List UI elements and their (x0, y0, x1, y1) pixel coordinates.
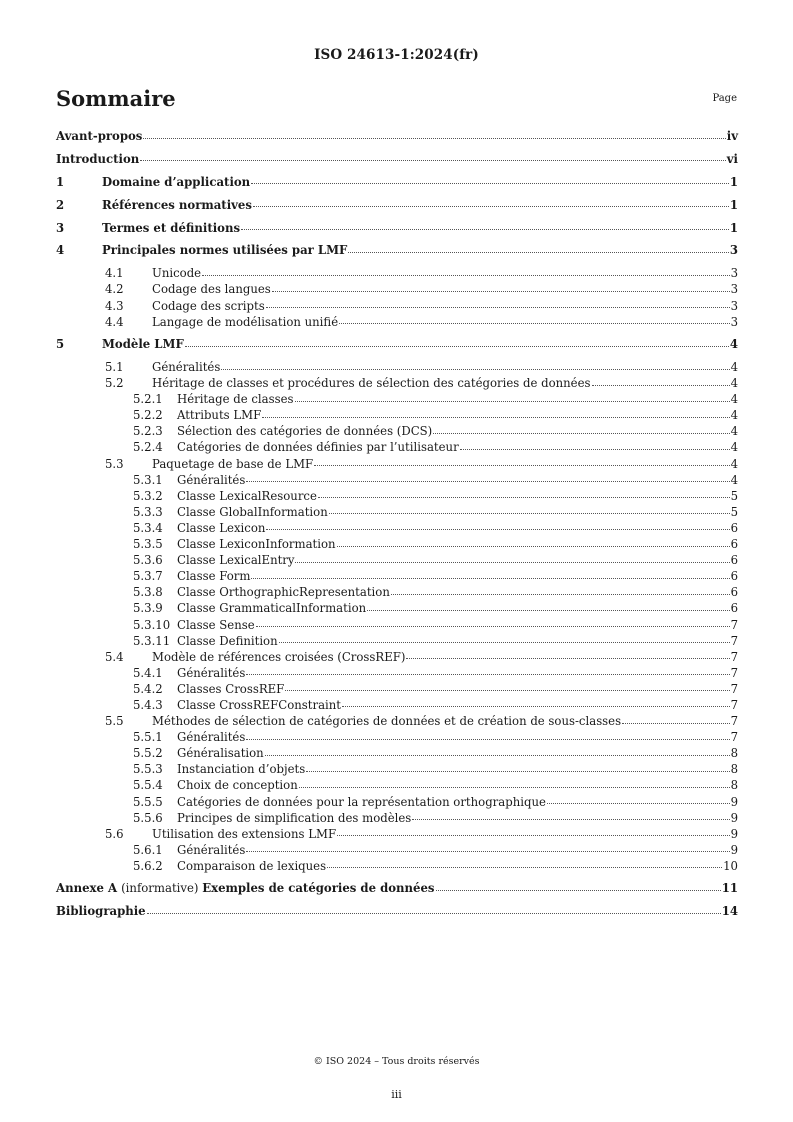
toc-entry-label: Modèle LMF (102, 337, 184, 352)
toc-entry[interactable] (56, 131, 738, 154)
toc-entry-page: 7 (730, 649, 738, 664)
toc-entry[interactable] (56, 906, 738, 929)
toc-entry-number: 5.3.9 (133, 601, 163, 616)
toc-entry-number: 5.4 (105, 649, 124, 664)
toc-entry-page: 7 (730, 665, 738, 680)
toc-entry-number: 5.2.3 (133, 424, 163, 439)
toc-entry-label: Catégories de données pour la représentation orthographique (177, 794, 546, 809)
page-column-label: Page (712, 93, 737, 104)
toc-entry[interactable] (56, 151, 738, 177)
toc-entry-page: 6 (730, 520, 738, 535)
toc-entry-number: 5.5.6 (133, 810, 163, 825)
toc-leader-dots (246, 739, 729, 740)
toc-entry[interactable] (56, 197, 738, 223)
toc-entry-page: 9 (730, 810, 738, 825)
toc-entry-number: 5.5.3 (133, 762, 163, 777)
running-header: ISO 24613-1:2024(fr) (314, 47, 479, 63)
toc-entry[interactable] (56, 858, 738, 877)
toc-leader-dots (299, 787, 730, 788)
toc-entry-page: 3 (730, 298, 738, 313)
toc-leader-dots (295, 401, 730, 402)
toc-entry-page: 4 (729, 337, 738, 352)
toc-leader-dots (256, 626, 730, 627)
toc-entry-page: 9 (730, 794, 738, 809)
toc-entry-label: Généralités (177, 472, 246, 487)
toc-entry-number: 5.3.5 (133, 537, 163, 552)
toc-entry-number: 5.3.2 (133, 488, 163, 503)
toc-entry-page: 9 (730, 826, 738, 841)
toc-entry-label: Classe Definition (177, 633, 278, 648)
toc-entry-label: Sélection des catégories de données (DCS) (177, 424, 433, 439)
toc-entry-label: Paquetage de base de LMF (152, 456, 314, 471)
toc-entry-number: 5.3.6 (133, 553, 163, 568)
toc-entry-number: 5.2.1 (133, 392, 163, 407)
toc-leader-dots (339, 323, 729, 324)
toc-leader-dots (143, 138, 725, 139)
toc-entry-label: Généralisation (177, 746, 264, 761)
toc-leader-dots (433, 433, 729, 434)
toc-entry-label: Catégories de données définies par l’utilisateur (177, 440, 459, 455)
toc-leader-dots (337, 835, 730, 836)
toc-leader-dots (622, 723, 729, 724)
toc-entry-page: 7 (730, 714, 738, 729)
toc-leader-dots (266, 307, 730, 308)
toc-entry-page: 6 (730, 585, 738, 600)
toc-entry-label: Classe LexiconInformation (177, 537, 336, 552)
toc-entry-number: 5.6.2 (133, 858, 163, 873)
toc-entry-label: Références normatives (102, 197, 252, 212)
toc-entry-label: Utilisation des extensions LMF (152, 826, 337, 841)
toc-entry-label: Classe Form (177, 569, 251, 584)
toc-entry[interactable] (56, 314, 738, 333)
toc-entry-label: Généralités (177, 730, 246, 745)
toc-leader-dots (246, 851, 729, 852)
toc-entry-label: Classe GlobalInformation (177, 504, 328, 519)
toc-entry-label: Généralités (177, 665, 246, 680)
toc-leader-dots (272, 291, 730, 292)
toc-entry-label: Choix de conception (177, 778, 298, 793)
toc-entry-page: iv (726, 129, 738, 143)
toc-leader-dots (295, 562, 729, 563)
toc-leader-dots (202, 275, 729, 276)
toc-entry-label: Termes et définitions (102, 220, 241, 235)
toc-entry-number: 5.3.8 (133, 585, 163, 600)
toc-entry-label: Classe LexicalResource (177, 488, 317, 503)
toc-entry-label: Généralités (177, 842, 246, 857)
toc-entry-page: 7 (730, 697, 738, 712)
toc-entry-label: Classe Sense (177, 617, 255, 632)
toc-entry-page: 11 (721, 881, 738, 896)
toc-entry-label: Héritage de classes et procédures de sélection des catégories de données (152, 376, 591, 391)
toc-entry-page: 7 (730, 617, 738, 632)
toc-entry-page: 8 (730, 778, 738, 793)
toc-entry-number: 5.5.5 (133, 794, 163, 809)
toc-entry-label: Langage de modélisation unifié (152, 314, 339, 329)
toc-entry-label: Classe GrammaticalInformation (177, 601, 367, 616)
toc-entry[interactable] (56, 339, 738, 362)
toc-leader-dots (221, 369, 729, 370)
toc-entry-page: 8 (730, 762, 738, 777)
toc-entry-number: 5.2.2 (133, 408, 163, 423)
toc-entry-label: Comparaison de lexiques (177, 858, 327, 873)
toc-entry-page: 4 (730, 376, 738, 391)
toc-entry-label: Unicode (152, 266, 202, 281)
toc-entry-number: 5.5.4 (133, 778, 163, 793)
toc-leader-dots (460, 449, 730, 450)
toc-leader-dots (279, 642, 730, 643)
toc-entry[interactable] (56, 174, 738, 200)
toc-entry-number: 5.4.2 (133, 681, 163, 696)
toc-entry-label: Classe OrthographicRepresentation (177, 585, 390, 600)
toc-entry-page: 3 (730, 282, 738, 297)
toc-entry-page: 7 (730, 730, 738, 745)
toc-entry-number: 5.3.10 (133, 617, 171, 632)
toc-entry-number: 5.3.1 (133, 472, 163, 487)
toc-entry-number: 4 (56, 243, 65, 258)
toc-leader-dots (241, 229, 729, 230)
toc-entry-number: 5.3.7 (133, 569, 163, 584)
toc-leader-dots (412, 819, 729, 820)
toc-leader-dots (285, 690, 729, 691)
toc-entry-label: Instanciation d’objets (177, 762, 306, 777)
toc-leader-dots (406, 658, 729, 659)
toc-leader-dots (251, 578, 729, 579)
toc-entry-label: Classe Lexicon (177, 520, 266, 535)
page-title: Sommaire (56, 86, 176, 111)
toc-leader-dots (306, 771, 729, 772)
toc-entry-label: Classes CrossREF (177, 681, 285, 696)
toc-entry-page: 4 (730, 392, 738, 407)
toc-entry-number: 5.5 (105, 714, 124, 729)
toc-leader-dots (140, 160, 726, 161)
toc-leader-dots (391, 594, 730, 595)
toc-entry-page: 10 (723, 858, 738, 873)
toc-entry-page: 3 (730, 266, 738, 281)
toc-entry[interactable] (56, 245, 738, 268)
toc-entry-page: 4 (730, 440, 738, 455)
toc-entry-page: 6 (730, 537, 738, 552)
page-number: iii (391, 1088, 402, 1101)
toc-leader-dots (592, 385, 730, 386)
toc-leader-dots (246, 674, 729, 675)
toc-entry-label: Classe CrossREFConstraint (177, 697, 341, 712)
toc-entry-number: 5 (56, 337, 65, 352)
table-of-contents (56, 131, 738, 929)
toc-entry-page: 4 (730, 472, 738, 487)
toc-entry-label: Méthodes de sélection de catégories de données et de création de sous-classes (152, 714, 622, 729)
toc-entry-label: Bibliographie (56, 904, 146, 919)
toc-entry-number: 4.1 (105, 266, 124, 281)
toc-leader-dots (329, 513, 730, 514)
toc-entry-label: Annexe A (informative) Exemples de catégories de données (56, 881, 435, 896)
toc-entry-label: Héritage de classes (177, 392, 294, 407)
toc-entry-label: Codage des scripts (152, 298, 265, 313)
toc-entry-label: Principes de simplification des modèles (177, 810, 412, 825)
toc-entry-number: 5.5.1 (133, 730, 163, 745)
toc-leader-dots (246, 481, 729, 482)
toc-entry-number: 5.6.1 (133, 842, 163, 857)
toc-entry-number: 4.4 (105, 314, 124, 329)
toc-entry-number: 5.3.11 (133, 633, 171, 648)
toc-entry-page: 4 (730, 408, 738, 423)
toc-entry-number: 1 (56, 174, 65, 189)
toc-leader-dots (367, 610, 729, 611)
toc-entry-page: 3 (730, 314, 738, 329)
toc-leader-dots (262, 417, 729, 418)
toc-entry-number: 5.3.3 (133, 504, 163, 519)
toc-entry-number: 5.1 (105, 360, 124, 374)
toc-entry-number: 2 (56, 197, 65, 212)
toc-entry-page: 7 (730, 681, 738, 696)
toc-entry-page: 4 (730, 456, 738, 471)
toc-entry-page: 9 (730, 842, 738, 857)
toc-entry-label: Attributs LMF (177, 408, 262, 423)
toc-entry-number: 5.3 (105, 456, 124, 471)
copyright-footer: © ISO 2024 – Tous droits réservés (313, 1056, 480, 1067)
toc-leader-dots (436, 890, 721, 891)
toc-entry-page: 8 (730, 746, 738, 761)
toc-leader-dots (253, 206, 729, 207)
toc-leader-dots (265, 755, 730, 756)
toc-entry-number: 5.4.3 (133, 697, 163, 712)
toc-entry-page: 7 (730, 633, 738, 648)
toc-entry-number: 5.3.4 (133, 520, 163, 535)
toc-entry-number: 3 (56, 220, 65, 235)
toc-entry-label: Avant-propos (56, 129, 143, 143)
toc-entry-label: Généralités (152, 360, 221, 374)
toc-entry-page: 6 (730, 601, 738, 616)
toc-entry-number: 5.2 (105, 376, 124, 391)
toc-entry-page: 5 (730, 504, 738, 519)
toc-entry[interactable] (56, 220, 738, 246)
toc-entry-page: 4 (730, 424, 738, 439)
toc-entry-page: 1 (729, 220, 738, 235)
toc-entry-label: Principales normes utilisées par LMF (102, 243, 348, 258)
toc-entry-label: Introduction (56, 151, 140, 166)
toc-entry-page: 4 (730, 360, 738, 374)
toc-entry-number: 5.4.1 (133, 665, 163, 680)
toc-entry-number: 5.6 (105, 826, 124, 841)
toc-entry-number: 5.2.4 (133, 440, 163, 455)
toc-entry-page: 6 (730, 553, 738, 568)
toc-leader-dots (251, 183, 729, 184)
toc-entry-page: 1 (729, 174, 738, 189)
toc-leader-dots (266, 529, 729, 530)
toc-entry-page: 1 (729, 197, 738, 212)
toc-leader-dots (348, 252, 729, 253)
toc-entry-page: 5 (730, 488, 738, 503)
toc-entry-page: 3 (729, 243, 738, 258)
toc-entry-label: Modèle de références croisées (CrossREF) (152, 649, 406, 664)
toc-entry-label: Codage des langues (152, 282, 271, 297)
toc-entry-number: 4.2 (105, 282, 124, 297)
toc-leader-dots (342, 706, 730, 707)
toc-leader-dots (327, 867, 722, 868)
toc-leader-dots (147, 913, 721, 914)
toc-leader-dots (547, 803, 730, 804)
toc-entry-page: vi (726, 151, 738, 166)
toc-entry-page: 14 (721, 904, 738, 919)
toc-leader-dots (337, 546, 730, 547)
toc-entry-page: 6 (730, 569, 738, 584)
toc-entry[interactable] (56, 883, 738, 906)
toc-entry-number: 5.5.2 (133, 746, 163, 761)
toc-leader-dots (314, 465, 729, 466)
toc-leader-dots (318, 497, 730, 498)
toc-entry-label: Classe LexicalEntry (177, 553, 295, 568)
toc-entry-label: Domaine d’application (102, 174, 251, 189)
toc-entry-number: 4.3 (105, 298, 124, 313)
toc-leader-dots (185, 346, 729, 347)
